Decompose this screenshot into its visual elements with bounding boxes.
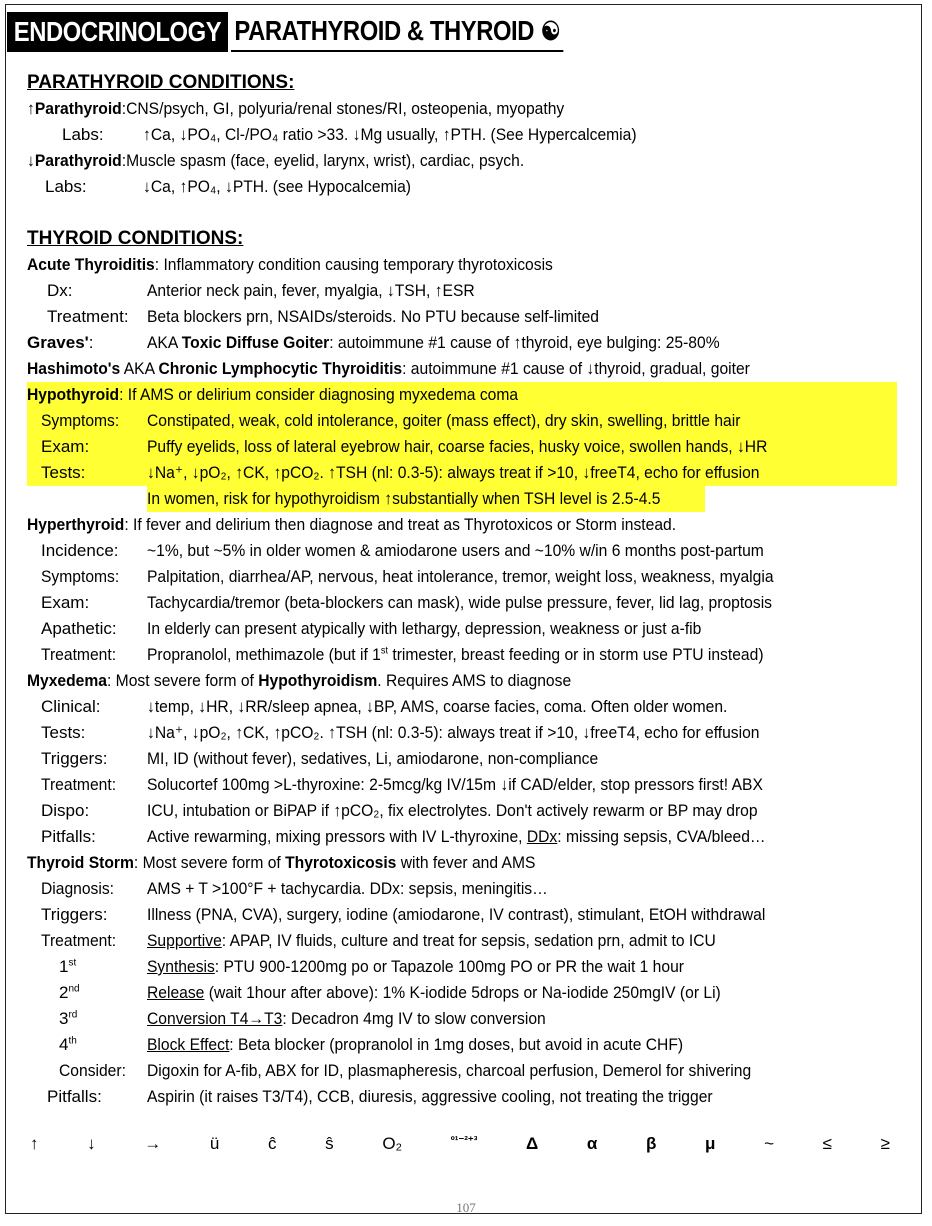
- hypo-women-text: In women, risk for hypothyroidism ↑substantially when TSH level is 2.5-4.5: [147, 489, 661, 508]
- myx-tests-label: Tests:: [41, 723, 86, 742]
- acute-thyroiditis-text: : Inflammatory condition causing temporary thyrotoxicosis: [154, 255, 553, 274]
- acute-dx-label: Dx:: [47, 281, 73, 300]
- hyper-treatment-line: [27, 642, 907, 668]
- hashimoto-line: [27, 356, 907, 382]
- hyper-apathetic-line: [27, 616, 907, 642]
- hypoparathyroid-line: [27, 148, 907, 174]
- up-arrow-icon: ↑: [30, 1134, 39, 1153]
- step4-u: Block Effect: [147, 1035, 230, 1054]
- hyper-exam-label: Exam:: [41, 593, 90, 612]
- hypoparathyroid-labs-text: ↓Ca, ↑PO₄, ↓PTH. (see Hypocalcemia): [143, 177, 411, 196]
- tilde-icon: ~: [764, 1134, 775, 1153]
- graves-text: : autoimmune #1 cause of ↑thyroid, eye bulging: 25-80%: [329, 333, 720, 352]
- myx-clinical-line: [27, 694, 907, 720]
- storm-triggers-text: Illness (PNA, CVA), surgery, iodine (amiodarone, IV contrast), stimulant, EtOH withdrawal: [147, 905, 766, 924]
- storm-treatment-u: Supportive: [147, 931, 222, 950]
- hyperparathyroid-labs-label: Labs:: [62, 125, 104, 144]
- hyperparathyroid-labs-text: ↑Ca, ↓PO₄, Cl-/PO₄ ratio >33. ↓Mg usually, ↑PTH. (See Hypercalcemia): [143, 125, 637, 144]
- step4-text: : Beta blocker (propranolol in 1mg doses, but avoid in acute CHF): [229, 1035, 684, 1054]
- myxedema-line: [27, 668, 907, 694]
- hyper-symptoms-text: Palpitation, diarrhea/AP, nervous, heat intolerance, tremor, weight loss, weakness, myalgia: [147, 567, 774, 586]
- myxedema-bold: Hypothyroidism: [258, 671, 378, 690]
- down-arrow-icon: ↓: [87, 1134, 96, 1153]
- storm-triggers-line: [27, 902, 907, 928]
- hashimoto-bold: Chronic Lymphocytic Thyroiditis: [158, 359, 403, 378]
- step1-sup: st: [68, 957, 77, 969]
- storm-diagnosis-label: Diagnosis:: [41, 879, 115, 898]
- delta-icon: Δ: [526, 1134, 539, 1153]
- hypo-symptoms-line: [27, 408, 897, 434]
- hyper-exam-line: [27, 590, 907, 616]
- myx-pitfalls-ddx: DDx: [526, 827, 558, 846]
- storm-line: [27, 850, 907, 876]
- storm-bold: Thyrotoxicosis: [285, 853, 397, 872]
- content: [27, 70, 907, 1110]
- myx-treatment-label: Treatment:: [41, 775, 117, 794]
- storm-pre: : Most severe form of: [133, 853, 286, 872]
- myxedema-pre: : Most severe form of: [106, 671, 259, 690]
- myx-triggers-label: Triggers:: [41, 749, 108, 768]
- hyper-symptoms-line: [27, 564, 907, 590]
- storm-label: Thyroid Storm: [27, 853, 134, 872]
- storm-pitfalls-line: [27, 1084, 907, 1110]
- hashimoto-text: : autoimmune #1 cause of ↓thyroid, gradual, goiter: [402, 359, 750, 378]
- storm-pitfalls-label: Pitfalls:: [47, 1087, 102, 1106]
- yin-yang-icon: ☯: [540, 15, 561, 46]
- hypo-tests-text: ↓Na⁺, ↓pO₂, ↑CK, ↑pCO₂. ↑TSH (nl: 0.3-5): always treat if >10, ↓freeT4, echo for effusion: [147, 463, 760, 482]
- hypothyroid-label: Hypothyroid: [27, 385, 120, 404]
- graves-colon: :: [88, 333, 94, 352]
- storm-consider-text: Digoxin for A-fib, ABX for ID, plasmapheresis, charcoal perfusion, Demerol for shivering: [147, 1061, 752, 1080]
- storm-consider-line: [27, 1058, 907, 1084]
- hyperthyroid-label: Hyperthyroid: [27, 515, 125, 534]
- hypo-tests-line: [27, 460, 897, 486]
- symbol-u-umlaut: ü: [209, 1134, 220, 1153]
- acute-tx-label: Treatment:: [47, 307, 129, 326]
- hypo-symptoms-text: Constipated, weak, cold intolerance, goiter (mass effect), dry skin, swelling, brittle hair: [147, 411, 741, 430]
- step3-sup: rd: [68, 1009, 78, 1021]
- right-arrow-icon: →: [144, 1134, 162, 1153]
- hyper-symptoms-label: Symptoms:: [41, 567, 120, 586]
- symbol-row: [30, 1134, 890, 1154]
- myx-pitfalls-pre: Active rewarming, mixing pressors with IV L-thyroxine,: [147, 827, 527, 846]
- storm-step4-line: [27, 1032, 907, 1058]
- myx-triggers-text: MI, ID (without fever), sedatives, Li, amiodarone, non-compliance: [147, 749, 599, 768]
- hypothyroid-text: : If AMS or delirium consider diagnosing myxedema coma: [119, 385, 519, 404]
- title-row: [7, 12, 622, 52]
- acute-dx-line: [27, 278, 907, 304]
- graves-line: [27, 330, 907, 356]
- step1-num: 1: [59, 957, 69, 976]
- step3-u: Conversion T4→T3: [147, 1009, 283, 1028]
- step2-num: 2: [59, 983, 69, 1002]
- myx-treatment-text: Solucortef 100mg >L-thyroxine: 2-5mcg/kg IV/15m ↓if CAD/elder, stop pressors first! ABX: [147, 775, 763, 794]
- hyperparathyroid-text: :CNS/psych, GI, polyuria/renal stones/RI, osteopenia, myopathy: [121, 99, 565, 118]
- hyperparathyroid-label: ↑Parathyroid: [27, 99, 122, 118]
- myx-dispo-line: [27, 798, 907, 824]
- step2-u: Release: [147, 983, 205, 1002]
- hyper-apathetic-text: In elderly can present atypically with lethargy, depression, weakness or just a-fib: [147, 619, 702, 638]
- hyperthyroid-line: [27, 512, 907, 538]
- step1-u: Synthesis: [147, 957, 215, 976]
- parathyroid-header-line: [27, 70, 907, 96]
- acute-tx-line: [27, 304, 907, 330]
- step3-text: : Decadron 4mg IV to slow conversion: [282, 1009, 546, 1028]
- hypo-tests-label: Tests:: [41, 463, 86, 482]
- hyper-incidence-line: [27, 538, 907, 564]
- storm-diagnosis-line: [27, 876, 907, 902]
- symbol-o2: O₂: [382, 1134, 403, 1153]
- storm-treatment-label: Treatment:: [41, 931, 117, 950]
- hypoparathyroid-text: :Muscle spasm (face, eyelid, larynx, wrist), cardiac, psych.: [121, 151, 525, 170]
- thyroid-header: THYROID CONDITIONS:: [27, 228, 244, 249]
- acute-thyroiditis-label: Acute Thyroiditis: [27, 255, 155, 274]
- storm-step1-line: [27, 954, 907, 980]
- hypothyroid-line: [27, 382, 897, 408]
- hyperparathyroid-line: [27, 96, 907, 122]
- hypoparathyroid-labs-label: Labs:: [45, 177, 87, 196]
- step2-sup: nd: [68, 983, 80, 995]
- myx-clinical-label: Clinical:: [41, 697, 101, 716]
- storm-step2-line: [27, 980, 907, 1006]
- myxedema-post: . Requires AMS to diagnose: [377, 671, 572, 690]
- myxedema-label: Myxedema: [27, 671, 107, 690]
- mu-icon: μ: [705, 1134, 716, 1153]
- myx-pitfalls-post: : missing sepsis, CVA/bleed…: [557, 827, 766, 846]
- greater-equal-icon: ≥: [880, 1134, 890, 1153]
- page-title: [231, 12, 564, 52]
- hyper-exam-text: Tachycardia/tremor (beta-blockers can mask), wide pulse pressure, fever, lid lag, proptosis: [147, 593, 773, 612]
- hypo-women-line: [27, 486, 907, 512]
- hyper-incidence-text: ~1%, but ~5% in older women & amiodarone users and ~10% w/in 6 months post-partum: [147, 541, 764, 560]
- less-equal-icon: ≤: [822, 1134, 832, 1153]
- step1-text: : PTU 900-1200mg po or Tapazole 100mg PO or PR the wait 1 hour: [214, 957, 684, 976]
- hyperparathyroid-labs-line: [27, 122, 907, 148]
- acute-thyroiditis-line: [27, 252, 907, 278]
- thyroid-header-line: [27, 226, 907, 252]
- parathyroid-header: PARATHYROID CONDITIONS:: [27, 72, 295, 93]
- acute-tx-text: Beta blockers prn, NSAIDs/steroids. No PTU because self-limited: [147, 307, 600, 326]
- symbol-c-circumflex: ĉ: [268, 1134, 277, 1153]
- symbol-s-circumflex: ŝ: [325, 1134, 334, 1153]
- hashimoto-aka: AKA: [120, 359, 159, 378]
- storm-pitfalls-text: Aspirin (it raises T3/T4), CCB, diuresis, aggressive cooling, not treating the trigger: [147, 1087, 713, 1106]
- step4-num: 4: [59, 1035, 69, 1054]
- myx-pitfalls-line: [27, 824, 907, 850]
- hypoparathyroid-labs-line: [27, 174, 907, 200]
- step2-text: (wait 1hour after above): 1% K-iodide 5drops or Na-iodide 250mgIV (or Li): [204, 983, 721, 1002]
- myx-tests-text: ↓Na⁺, ↓pO₂, ↑CK, ↑pCO₂. ↑TSH (nl: 0.3-5): always treat if >10, ↓freeT4, echo for effusion: [147, 723, 760, 742]
- myx-dispo-text: ICU, intubation or BiPAP if ↑pCO₂, fix electrolytes. Don't actively rewarm or BP may drop: [147, 801, 758, 820]
- hyper-treatment-pre: Propranolol, methimazole (but if 1: [147, 645, 381, 664]
- hypo-exam-text: Puffy eyelids, loss of lateral eyebrow hair, coarse facies, husky voice, swollen hands, ↓HR: [147, 437, 768, 456]
- beta-icon: β: [646, 1134, 657, 1153]
- myx-treatment-line: [27, 772, 907, 798]
- hyper-treatment-sup: st: [380, 645, 389, 657]
- alpha-icon: α: [586, 1134, 598, 1153]
- hypoparathyroid-label: ↓Parathyroid: [27, 151, 122, 170]
- section-title: ENDOCRINOLOGY: [7, 12, 228, 52]
- myx-triggers-line: [27, 746, 907, 772]
- hashimoto-label: Hashimoto's: [27, 359, 121, 378]
- storm-treatment-text: : APAP, IV fluids, culture and treat for sepsis, sedation prn, admit to ICU: [221, 931, 716, 950]
- hypo-exam-line: [27, 434, 897, 460]
- myx-clinical-text: ↓temp, ↓HR, ↓RR/sleep apnea, ↓BP, AMS, coarse facies, coma. Often older women.: [147, 697, 728, 716]
- storm-triggers-label: Triggers:: [41, 905, 108, 924]
- storm-consider-label: Consider:: [59, 1061, 126, 1080]
- page-title-text: PARATHYROID & THYROID: [234, 15, 534, 46]
- hypo-symptoms-label: Symptoms:: [41, 411, 120, 430]
- myx-pitfalls-label: Pitfalls:: [41, 827, 96, 846]
- hypo-exam-label: Exam:: [41, 437, 90, 456]
- step3-num: 3: [59, 1009, 69, 1028]
- storm-step3-line: [27, 1006, 907, 1032]
- storm-post: with fever and AMS: [396, 853, 536, 872]
- acute-dx-text: Anterior neck pain, fever, myalgia, ↓TSH, ↑ESR: [147, 281, 475, 300]
- myx-dispo-label: Dispo:: [41, 801, 90, 820]
- graves-aka: AKA: [147, 333, 182, 352]
- page-number: 107: [456, 1200, 476, 1215]
- spacer: [27, 200, 907, 226]
- myx-tests-line: [27, 720, 907, 746]
- graves-label: Graves': [27, 333, 89, 352]
- hyper-treatment-post: trimester, breast feeding or in storm use PTU instead): [388, 645, 764, 664]
- graves-bold: Toxic Diffuse Goiter: [181, 333, 330, 352]
- storm-treatment-line: [27, 928, 907, 954]
- hyper-treatment-label: Treatment:: [41, 645, 117, 664]
- storm-diagnosis-text: AMS + T >100°F + tachycardia. DDx: sepsis, meningitis…: [147, 879, 548, 898]
- symbol-superscripts: º¹⁻²⁺³: [450, 1135, 478, 1147]
- hyper-apathetic-label: Apathetic:: [41, 619, 117, 638]
- hyperthyroid-text: : If fever and delirium then diagnose and treat as Thyrotoxicos or Storm instead.: [124, 515, 677, 534]
- step4-sup: th: [68, 1035, 77, 1047]
- hyper-incidence-label: Incidence:: [41, 541, 119, 560]
- hypothyroid-highlight: [27, 382, 897, 486]
